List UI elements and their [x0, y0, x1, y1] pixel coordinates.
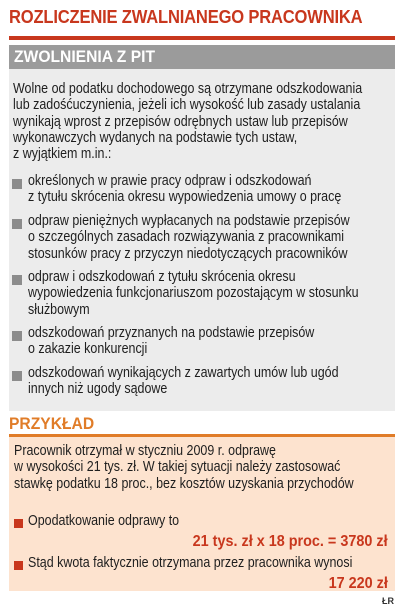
list-item [28, 269, 359, 318]
square-bullet-icon [12, 275, 22, 285]
list-item-line: o zakazie konkurencji [28, 341, 148, 358]
list-item-line: odpraw i odszkodowań z tytułu skrócenia okresu [28, 269, 296, 285]
intro-line: wykonawczych wydanych na podstawie tych ustaw, [13, 129, 298, 146]
tax-result: 21 tys. zł x 18 proc. = 3780 zł [193, 533, 388, 550]
intro-line: wynikają wprost z przepisów odrębnych ustaw lub przepisów [13, 113, 348, 130]
square-bullet-icon [14, 561, 23, 570]
example-text [14, 443, 354, 492]
list-item [28, 325, 314, 358]
list-item-line: stosunków pracy z przyczyn niedotyczących pracowników [28, 245, 348, 262]
net-amount-result: 17 220 zł [328, 575, 388, 592]
square-bullet-icon [12, 371, 22, 381]
square-bullet-icon [12, 179, 22, 189]
list-item-line: wypowiedzenia funkcjonariuszom pozostającym w stosunku [28, 285, 359, 302]
tax-label: Opodatkowanie odprawy to [28, 513, 180, 529]
example-title: PRZYKŁAD [9, 414, 95, 433]
page-title: ROZLICZENIE ZWALNIANEGO PRACOWNIKA [9, 7, 363, 27]
list-item-line: o szczególnych zasadach rozwiązywania z pracownikami [28, 229, 345, 246]
intro-line: Wolne od podatku dochodowego są otrzymane odszkodowania [13, 81, 363, 97]
list-item [28, 365, 339, 398]
net-amount-label: Stąd kwota faktycznie otrzymana przez pracownika wynosi [28, 555, 353, 571]
intro-paragraph [13, 81, 362, 162]
list-item [28, 173, 341, 206]
intro-line: lub zadośćuczynienia, jeżeli ich wysokość lub zasady ustalania [13, 97, 361, 114]
intro-line: z wyjątkiem m.in.: [13, 146, 112, 163]
list-item [28, 213, 350, 262]
example-line: stawkę podatku 18 proc., bez kosztów uzyskania przychodów [14, 475, 354, 492]
example-box [9, 437, 395, 591]
list-item-line: określonych w prawie pracy odpraw i odszkodowań [28, 173, 312, 189]
list-item-line: innych niż ugody sądowe [28, 381, 168, 398]
author-credit: ŁR [382, 596, 394, 606]
example-line: w wysokości 21 tys. zł. W takiej sytuacji należy zastosować [14, 459, 341, 476]
square-bullet-icon [12, 331, 22, 341]
example-line: Pracownik otrzymał w styczniu 2009 r. odprawę [14, 443, 276, 459]
square-bullet-icon [12, 219, 22, 229]
section-header [9, 45, 395, 69]
list-item-line: odszkodowań przyznanych na podstawie przepisów [28, 325, 315, 341]
title-underline [9, 36, 395, 40]
list-item-line: służbowym [28, 301, 90, 318]
list-item-line: z tytułu skrócenia okresu wypowiedzenia umowy o pracę [28, 189, 342, 206]
square-bullet-icon [14, 519, 23, 528]
list-item-line: odszkodowań wynikających z zawartych umów lub ugód [28, 365, 339, 381]
exemptions-box [9, 69, 395, 411]
list-item-line: odpraw pieniężnych wypłacanych na podstawie przepisów [28, 213, 350, 229]
section-title: ZWOLNIENIA Z PIT [14, 47, 156, 66]
